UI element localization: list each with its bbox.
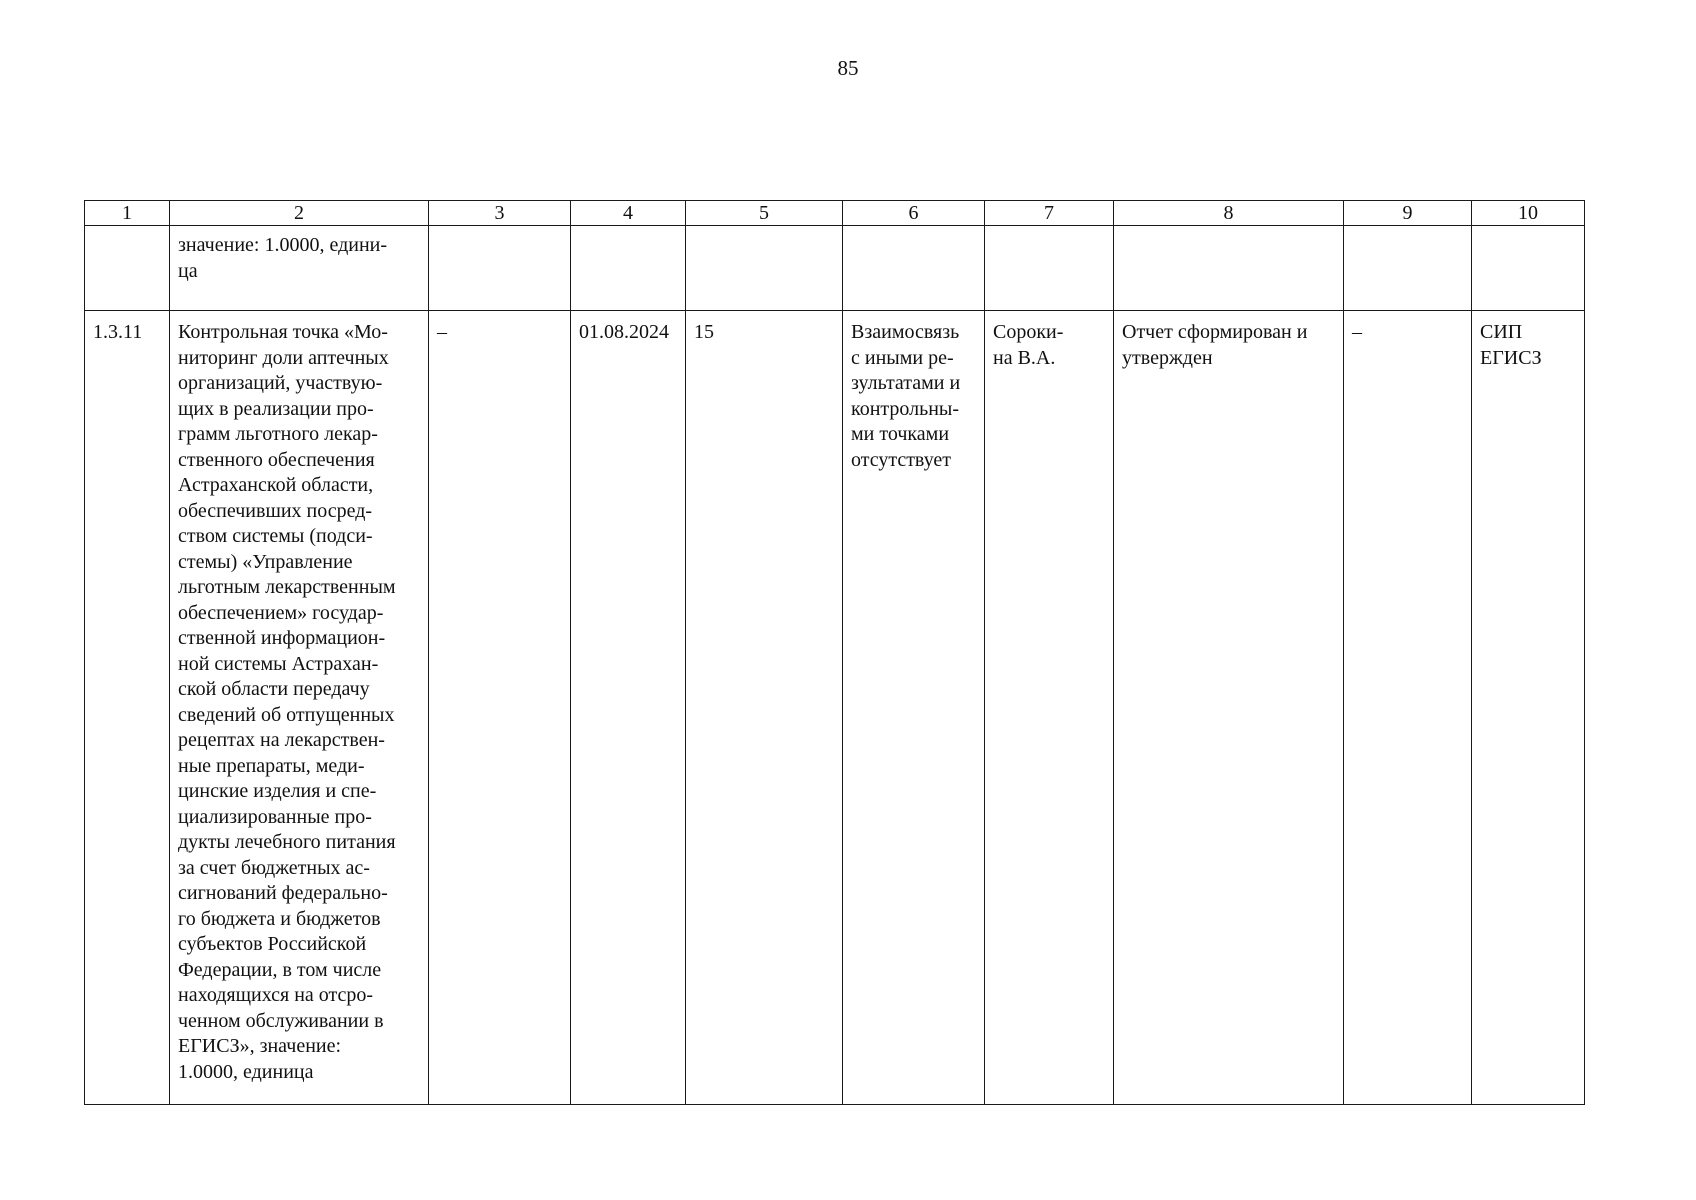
due-date-cell: 01.08.2024 xyxy=(571,311,686,1105)
column-header-2: 2 xyxy=(170,201,429,226)
page-number: 85 xyxy=(837,56,859,80)
column-header-5: 5 xyxy=(686,201,843,226)
column-3-value: – xyxy=(429,311,571,1105)
table-header-row xyxy=(85,201,1585,226)
cont-cell-3 xyxy=(429,226,571,311)
column-5-value: 15 xyxy=(686,311,843,1105)
cont-cell-5 xyxy=(686,226,843,311)
column-header-3: 3 xyxy=(429,201,571,226)
cont-cell-6 xyxy=(843,226,985,311)
responsible-person-cell: Сороки- на В.А. xyxy=(985,311,1114,1105)
cont-cell-description: значение: 1.0000, едини- ца xyxy=(170,226,429,311)
table-row-1-3-11 xyxy=(85,311,1585,1105)
plan-table xyxy=(84,200,1585,1105)
cont-cell-9 xyxy=(1344,226,1472,311)
cont-cell-7 xyxy=(985,226,1114,311)
information-system-cell: СИП ЕГИСЗ xyxy=(1472,311,1585,1105)
column-9-value: – xyxy=(1344,311,1472,1105)
cont-cell-8 xyxy=(1114,226,1344,311)
column-header-8: 8 xyxy=(1114,201,1344,226)
column-header-10: 10 xyxy=(1472,201,1585,226)
column-header-7: 7 xyxy=(985,201,1114,226)
table-row-continuation xyxy=(85,226,1585,311)
control-point-description: Контрольная точка «Мо- ниторинг доли аптечных организаций, участвую- щих в реализации про- грамм льготного лекар- ственного обеспечения Астраханской области, обеспечивших посред- ством системы (подси- стемы) «Управление льготным лекарственным обеспечением» государ- ственной информацион- ной системы Астрахан- ской области передачу сведений об отпущенных рецептах на лекарствен- ные препараты, меди- цинские изделия и спе- циализированные про- дукты лечебного питания за счет бюджетных ас- сигнований федерально- го бюджета и бюджетов субъектов Российской Федерации, в том числе находящихся на отсро- ченном обслуживании в ЕГИСЗ», значение: 1.0000, единица xyxy=(170,311,429,1105)
row-number-cell: 1.3.11 xyxy=(85,311,170,1105)
column-header-6: 6 xyxy=(843,201,985,226)
cont-cell-1 xyxy=(85,226,170,311)
relation-cell: Взаимосвязь с иными ре- зультатами и контрольны- ми точками отсутствует xyxy=(843,311,985,1105)
cont-cell-10 xyxy=(1472,226,1585,311)
column-header-9: 9 xyxy=(1344,201,1472,226)
result-document-cell: Отчет сформирован и утвержден xyxy=(1114,311,1344,1105)
cont-cell-4 xyxy=(571,226,686,311)
column-header-1: 1 xyxy=(85,201,170,226)
column-header-4: 4 xyxy=(571,201,686,226)
